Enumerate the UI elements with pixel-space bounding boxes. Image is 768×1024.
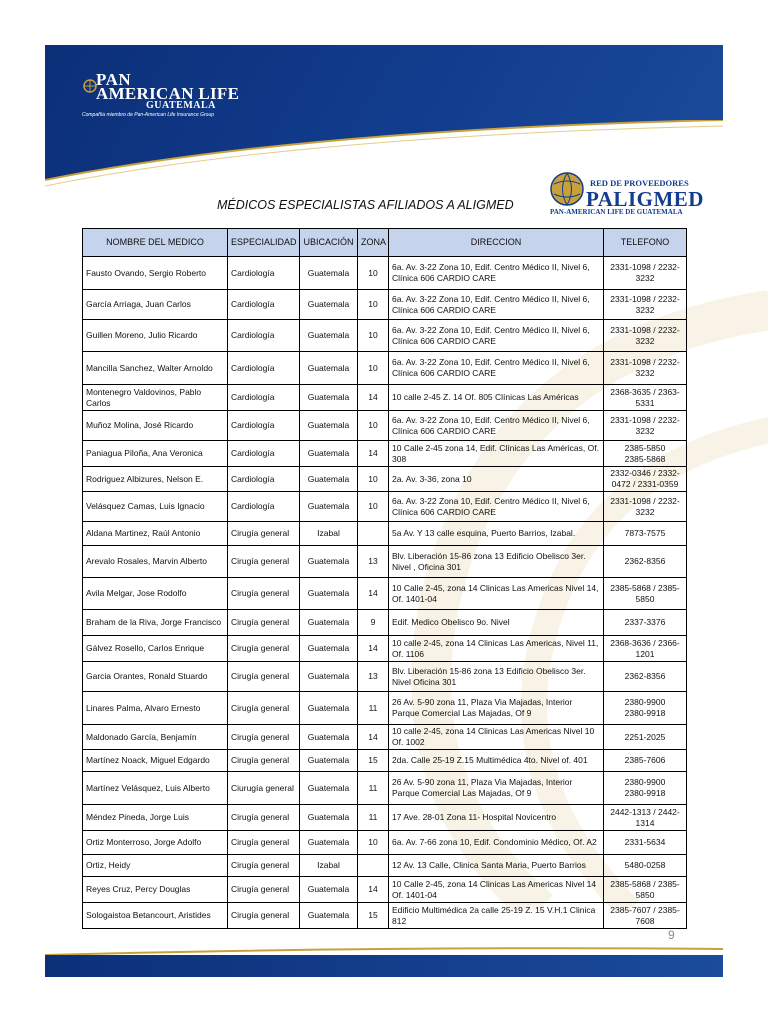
company-logo [82, 70, 242, 120]
cell-location: Guatemala [300, 636, 358, 662]
cell-address: 17 Ave. 28-01 Zona 11- Hospital Novicentro [389, 805, 604, 831]
table-row [83, 636, 687, 662]
table-row [83, 492, 687, 522]
cell-doctor-name: Fausto Ovando, Sergio Roberto [83, 257, 228, 290]
table-row [83, 290, 687, 320]
cell-location: Guatemala [300, 610, 358, 636]
medical-specialists-table [82, 228, 687, 929]
cell-location: Guatemala [300, 385, 358, 411]
cell-location: Guatemala [300, 320, 358, 352]
cell-address: 2da. Calle 25-19 Z.15 Multimédica 4to. Nivel of. 401 [389, 750, 604, 772]
cell-zone: 11 [358, 772, 389, 805]
cell-specialty: Cirugía general [228, 692, 300, 725]
logo-line-3: GUATEMALA [146, 100, 216, 111]
table-header-row [83, 229, 687, 257]
table-body [83, 257, 687, 929]
cell-zone: 10 [358, 467, 389, 492]
cell-phone: 2331-5634 [604, 831, 687, 855]
table-row [83, 522, 687, 546]
table-row [83, 831, 687, 855]
cell-address: 10 Calle 2-45 zona 14, Edif. Clínicas Las Américas, Of. 308 [389, 441, 604, 467]
table-row [83, 772, 687, 805]
cell-specialty: Cardiología [228, 352, 300, 385]
cell-location: Guatemala [300, 903, 358, 929]
cell-zone [358, 522, 389, 546]
table-row [83, 546, 687, 578]
cell-location: Guatemala [300, 662, 358, 692]
cell-phone: 2380-9900 2380-9918 [604, 692, 687, 725]
cell-phone: 2385-5850 2385-5868 [604, 441, 687, 467]
cell-location: Guatemala [300, 492, 358, 522]
cell-phone: 2385-5868 / 2385-5850 [604, 877, 687, 903]
logo-tagline: Compañía miembro de Pan-American Life Insurance Group [82, 112, 215, 118]
cell-phone: 5480-0258 [604, 855, 687, 877]
cell-doctor-name: Reyes Cruz, Percy Douglas [83, 877, 228, 903]
cell-specialty: Cardiología [228, 257, 300, 290]
cell-location: Guatemala [300, 441, 358, 467]
cell-address: 2a. Av. 3-36, zona 10 [389, 467, 604, 492]
cell-zone: 10 [358, 492, 389, 522]
partner-logo-line-1: RED DE PROVEEDORES [590, 178, 689, 188]
cell-address: Blv. Liberación 15-86 zona 13 Edificio Obelisco 3er. Nivel Oficina 301 [389, 662, 604, 692]
cell-zone: 10 [358, 257, 389, 290]
partner-logo [548, 170, 704, 220]
cell-doctor-name: Linares Palma, Alvaro Ernesto [83, 692, 228, 725]
table-row [83, 320, 687, 352]
cell-location: Guatemala [300, 831, 358, 855]
cell-doctor-name: Ortiz Monterroso, Jorge Adolfo [83, 831, 228, 855]
cell-phone: 2385-7607 / 2385-7608 [604, 903, 687, 929]
cell-zone: 10 [358, 320, 389, 352]
cell-location: Guatemala [300, 290, 358, 320]
cell-location: Guatemala [300, 467, 358, 492]
cell-zone: 9 [358, 610, 389, 636]
cell-doctor-name: Martínez Noack, Miguel Edgardo [83, 750, 228, 772]
cell-phone: 2385-5868 / 2385-5850 [604, 578, 687, 610]
cell-address: Edif. Medico Obelisco 9o. Nivel [389, 610, 604, 636]
cell-specialty: Cardiología [228, 467, 300, 492]
cell-phone: 7873-7575 [604, 522, 687, 546]
cell-location: Guatemala [300, 578, 358, 610]
cell-address: 6a. Av. 3-22 Zona 10, Edif. Centro Médico II, Nivel 6, Clínica 606 CARDIO CARE [389, 290, 604, 320]
cell-zone: 13 [358, 546, 389, 578]
cell-location: Guatemala [300, 257, 358, 290]
cell-address: 10 Calle 2-45, zona 14 Clinicas Las Americas Nivel 14, Of. 1401-04 [389, 578, 604, 610]
cell-zone [358, 855, 389, 877]
column-header-address: DIRECCION [389, 229, 604, 257]
cell-zone: 10 [358, 290, 389, 320]
table-row [83, 610, 687, 636]
cell-specialty: Cirugía general [228, 662, 300, 692]
cell-zone: 15 [358, 903, 389, 929]
table-row [83, 877, 687, 903]
table-row [83, 257, 687, 290]
table-row [83, 385, 687, 411]
cell-zone: 10 [358, 831, 389, 855]
cell-doctor-name: Arevalo Rosales, Marvin Alberto [83, 546, 228, 578]
table-row [83, 692, 687, 725]
cell-phone: 2368-3636 / 2366-1201 [604, 636, 687, 662]
cell-doctor-name: Braham de la Riva, Jorge Francisco [83, 610, 228, 636]
cell-specialty: Cirugía general [228, 877, 300, 903]
cell-specialty: Cardiología [228, 320, 300, 352]
cell-specialty: Cardiología [228, 492, 300, 522]
cell-doctor-name: Martínez Velásquez, Luis Alberto [83, 772, 228, 805]
cell-specialty: Ciurugía general [228, 772, 300, 805]
table-row [83, 725, 687, 750]
table-row [83, 411, 687, 441]
globe-icon [548, 170, 588, 208]
cell-specialty: Cirugía general [228, 546, 300, 578]
cell-zone: 14 [358, 385, 389, 411]
table-row [83, 441, 687, 467]
cell-specialty: Cirugía general [228, 610, 300, 636]
cell-phone: 2332-0346 / 2332-0472 / 2331-0359 [604, 467, 687, 492]
cell-phone: 2331-1098 / 2232-3232 [604, 320, 687, 352]
cell-location: Guatemala [300, 805, 358, 831]
cell-address: Edificio Multimédica 2a calle 25-19 Z. 15 V.H.1 Clinica 812 [389, 903, 604, 929]
page-title: MÉDICOS ESPECIALISTAS AFILIADOS A ALIGMED [217, 198, 514, 212]
cell-zone: 14 [358, 441, 389, 467]
cell-doctor-name: Aldana Martinez, Raúl Antonio [83, 522, 228, 546]
cell-address: 10 calle 2-45, zona 14 Clinicas Las Americas, Nivel 11, Of. 1106 [389, 636, 604, 662]
cell-zone: 11 [358, 692, 389, 725]
column-header-location: UBICACIÓN [300, 229, 358, 257]
cell-specialty: Cardiología [228, 441, 300, 467]
cell-phone: 2380-9900 2380-9918 [604, 772, 687, 805]
cell-specialty: Cardiología [228, 290, 300, 320]
cell-zone: 14 [358, 725, 389, 750]
cell-phone: 2331-1098 / 2232-3232 [604, 352, 687, 385]
table-row [83, 467, 687, 492]
cell-address: Blv. Liberación 15-86 zona 13 Edificio Obelisco 3er. Nivel , Oficina 301 [389, 546, 604, 578]
cell-zone: 14 [358, 877, 389, 903]
cell-doctor-name: Velásquez Camas, Luis Ignacio [83, 492, 228, 522]
cell-specialty: Cirugía general [228, 855, 300, 877]
cell-zone: 15 [358, 750, 389, 772]
cell-address: 5a Av. Y 13 calle esquina, Puerto Barrios, Izabal. [389, 522, 604, 546]
cell-doctor-name: Maldonado García, Benjamín [83, 725, 228, 750]
cell-doctor-name: Gálvez Rosello, Carlos Enrique [83, 636, 228, 662]
column-header-name: NOMBRE DEL MEDICO [83, 229, 228, 257]
cell-phone: 2331-1098 / 2232-3232 [604, 257, 687, 290]
cell-zone: 10 [358, 352, 389, 385]
cell-specialty: Cirugía general [228, 805, 300, 831]
cell-location: Guatemala [300, 546, 358, 578]
cell-doctor-name: Sologaistoa Betancourt, Aristides [83, 903, 228, 929]
cell-phone: 2331-1098 / 2232-3232 [604, 492, 687, 522]
logo-line-1: PAN [96, 70, 132, 89]
cell-address: 26 Av. 5-90 zona 11, Plaza Via Majadas, Interior Parque Comercial Las Majadas, Of 9 [389, 692, 604, 725]
cell-address: 6a. Av. 3-22 Zona 10, Edif. Centro Médico II, Nivel 6, Clínica 606 CARDIO CARE [389, 352, 604, 385]
table-row [83, 352, 687, 385]
partner-logo-brand: PALIGMED [586, 187, 704, 211]
cell-address: 6a. Av. 3-22 Zona 10, Edif. Centro Médico II, Nivel 6, Clínica 606 CARDIO CARE [389, 320, 604, 352]
cell-phone: 2251-2025 [604, 725, 687, 750]
cell-location: Guatemala [300, 692, 358, 725]
cell-zone: 10 [358, 411, 389, 441]
partner-logo-line-3: PAN-AMERICAN LIFE DE GUATEMALA [550, 208, 683, 216]
cell-doctor-name: Paniagua Piloña, Ana Veronica [83, 441, 228, 467]
cell-address: 6a. Av. 7-66 zona 10, Edif. Condominio Médico, Of. A2 [389, 831, 604, 855]
page-number: 9 [668, 928, 675, 942]
cell-doctor-name: Montenegro Valdovinos, Pablo Carlos [83, 385, 228, 411]
cell-location: Guatemala [300, 411, 358, 441]
cell-phone: 2362-8356 [604, 662, 687, 692]
cell-location: Izabal [300, 522, 358, 546]
cell-specialty: Cirugía general [228, 578, 300, 610]
cell-doctor-name: Mancilla Sanchez, Walter Arnoldo [83, 352, 228, 385]
cell-address: 10 calle 2-45 Z. 14 Of. 805 Clínicas Las Américas [389, 385, 604, 411]
cell-location: Guatemala [300, 750, 358, 772]
cell-address: 10 Calle 2-45, zona 14 Clinicas Las Americas Nivel 14 Of. 1401-04 [389, 877, 604, 903]
cell-phone: 2362-8356 [604, 546, 687, 578]
cell-specialty: Cirugía general [228, 636, 300, 662]
cell-specialty: Cirugía general [228, 522, 300, 546]
table-row [83, 805, 687, 831]
cell-phone: 2331-1098 / 2232-3232 [604, 290, 687, 320]
cell-zone: 11 [358, 805, 389, 831]
cell-address: 6a. Av. 3-22 Zona 10, Edif. Centro Médico II, Nivel 6, Clínica 606 CARDIO CARE [389, 411, 604, 441]
cell-zone: 13 [358, 662, 389, 692]
cell-specialty: Cirugía general [228, 725, 300, 750]
cell-address: 6a. Av. 3-22 Zona 10, Edif. Centro Médico II, Nivel 6, Clínica 606 CARDIO CARE [389, 492, 604, 522]
cell-doctor-name: Rodriguez Albizures, Nelson E. [83, 467, 228, 492]
table-row [83, 750, 687, 772]
cell-doctor-name: García Arriaga, Juan Carlos [83, 290, 228, 320]
cell-location: Guatemala [300, 725, 358, 750]
cell-specialty: Cirugía general [228, 831, 300, 855]
cell-location: Izabal [300, 855, 358, 877]
cell-phone: 2442-1313 / 2442-1314 [604, 805, 687, 831]
cell-location: Guatemala [300, 772, 358, 805]
cell-specialty: Cirugía general [228, 903, 300, 929]
cell-address: 10 calle 2-45, zona 14 Clinicas Las Americas Nivel 10 Of. 1002 [389, 725, 604, 750]
cell-phone: 2368-3635 / 2363-5331 [604, 385, 687, 411]
table-row [83, 855, 687, 877]
cell-doctor-name: Muñoz Molina, José Ricardo [83, 411, 228, 441]
cell-phone: 2337-3376 [604, 610, 687, 636]
cell-doctor-name: Ortiz, Heidy [83, 855, 228, 877]
cell-address: 12 Av. 13 Calle, Clinica Santa Maria, Puerto Barrios [389, 855, 604, 877]
cell-specialty: Cardiología [228, 411, 300, 441]
cell-specialty: Cirugía general [228, 750, 300, 772]
table-row [83, 662, 687, 692]
footer-banner [45, 955, 723, 977]
cell-phone: 2385-7606 [604, 750, 687, 772]
cell-address: 26 Av. 5-90 zona 11, Plaza Via Majadas, Interior Parque Comercial Las Majadas, Of 9 [389, 772, 604, 805]
logo-line-2: AMERICAN LIFE [96, 84, 240, 103]
cell-doctor-name: Méndez Pineda, Jorge Luis [83, 805, 228, 831]
cell-zone: 14 [358, 636, 389, 662]
cell-address: 6a. Av. 3-22 Zona 10, Edif. Centro Médico II, Nivel 6, Clínica 606 CARDIO CARE [389, 257, 604, 290]
table-row [83, 578, 687, 610]
column-header-phone: TELEFONO [604, 229, 687, 257]
table-row [83, 903, 687, 929]
cell-location: Guatemala [300, 877, 358, 903]
column-header-specialty: ESPECIALIDAD [228, 229, 300, 257]
cell-phone: 2331-1098 / 2232-3232 [604, 411, 687, 441]
cell-doctor-name: Guillen Moreno, Julio Ricardo [83, 320, 228, 352]
cell-doctor-name: Garcia Orantes, Ronald Stuardo [83, 662, 228, 692]
cell-location: Guatemala [300, 352, 358, 385]
cell-zone: 14 [358, 578, 389, 610]
cell-doctor-name: Avila Melgar, Jose Rodolfo [83, 578, 228, 610]
cell-specialty: Cardiología [228, 385, 300, 411]
column-header-zone: ZONA [358, 229, 389, 257]
